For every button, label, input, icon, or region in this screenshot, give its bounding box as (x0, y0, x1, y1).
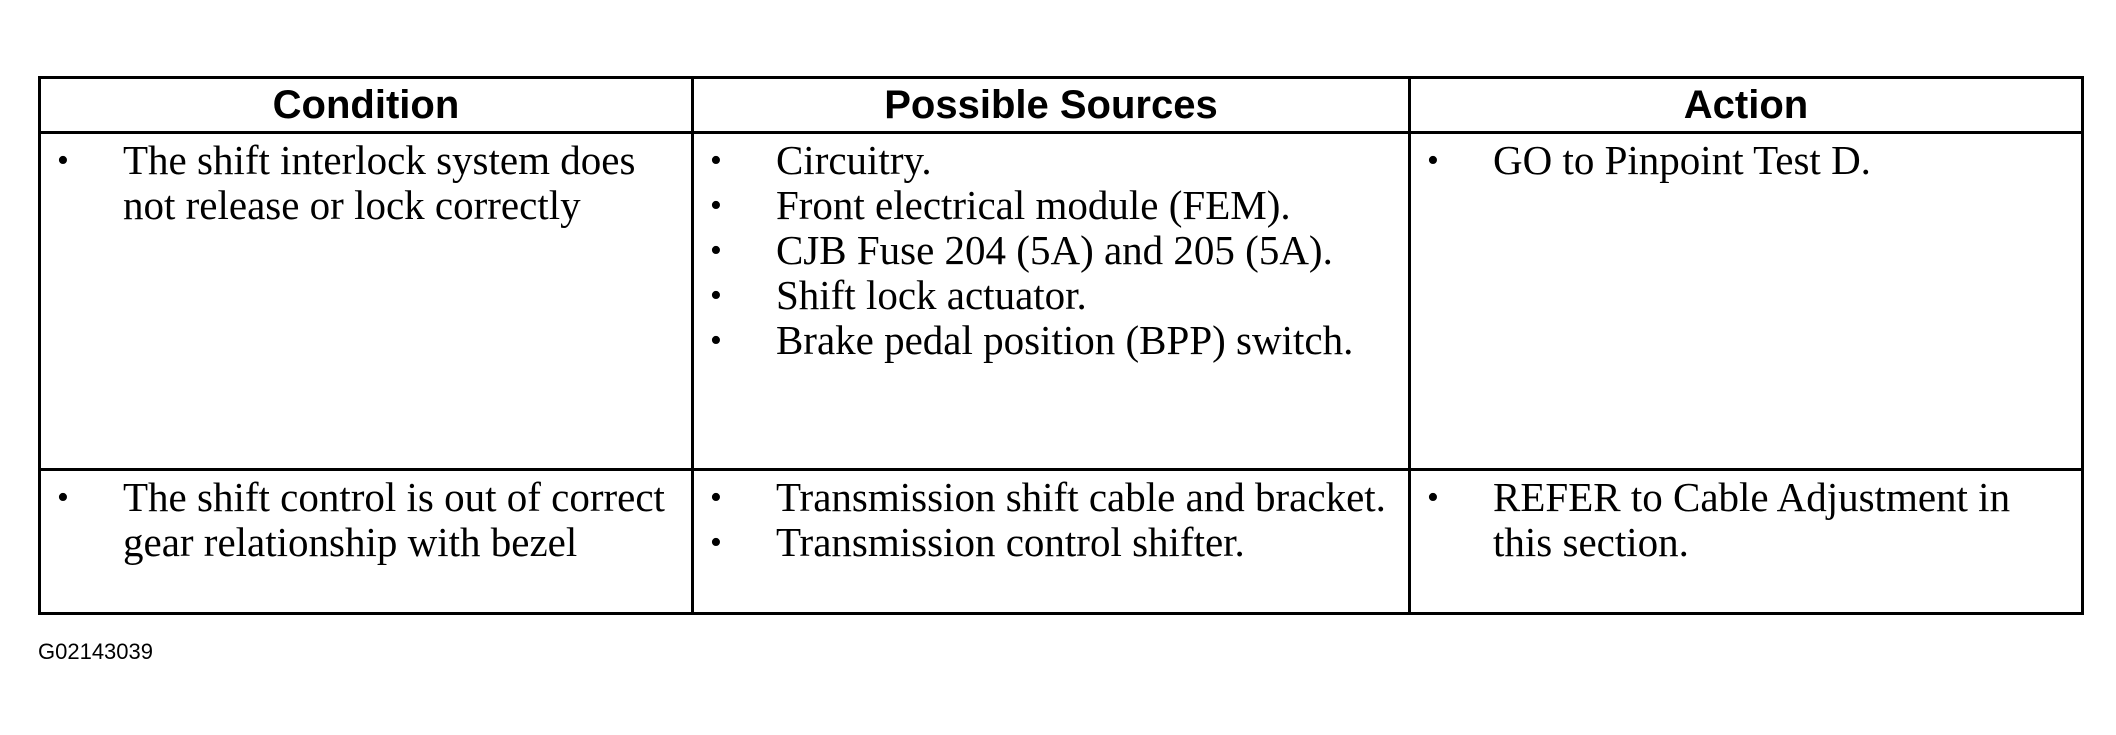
list-item (708, 273, 1398, 318)
bullet-icon: • (709, 322, 722, 359)
header-condition: Condition (40, 78, 693, 133)
sources-cell (692, 470, 1409, 614)
bullet-icon: • (709, 277, 722, 314)
list-item (55, 138, 681, 228)
bullet-icon: • (709, 479, 722, 516)
list-item (55, 475, 681, 565)
action-text: REFER to Cable Adjustment in this section. (1493, 474, 2011, 565)
bullet-icon: • (57, 142, 69, 179)
list-item (1425, 475, 2071, 565)
source-text: Circuitry. (775, 137, 932, 183)
list-item (1425, 138, 2071, 183)
bullet-icon: • (709, 524, 722, 561)
sources-list (708, 475, 1398, 565)
source-text: Transmission control shifter. (775, 519, 1245, 565)
condition-cell (40, 470, 693, 614)
source-text: Shift lock actuator. (775, 272, 1087, 318)
condition-text: The shift control is out of correct gear relationship with bezel (123, 474, 665, 565)
diagnostic-table (38, 76, 2084, 615)
condition-list (55, 138, 681, 228)
list-item (708, 228, 1398, 273)
bullet-icon: • (709, 232, 722, 269)
bullet-icon: • (709, 142, 722, 179)
bullet-icon: • (709, 187, 722, 224)
list-item (708, 183, 1398, 228)
source-text: CJB Fuse 204 (5A) and 205 (5A). (775, 227, 1333, 273)
condition-text: The shift interlock system does not release or lock correctly (123, 137, 636, 228)
condition-cell (40, 133, 693, 470)
header-possible-sources: Possible Sources (692, 78, 1409, 133)
list-item (708, 520, 1398, 565)
list-item (708, 138, 1398, 183)
action-cell (1410, 470, 2083, 614)
header-row (40, 78, 2083, 133)
sources-cell (692, 133, 1409, 470)
condition-list (55, 475, 681, 565)
list-item (708, 318, 1398, 363)
source-text: Transmission shift cable and bracket. (775, 474, 1386, 520)
bullet-icon: • (1427, 142, 1439, 179)
source-text: Front electrical module (FEM). (775, 182, 1291, 228)
table-row (40, 133, 2083, 470)
list-item (708, 475, 1398, 520)
source-text: Brake pedal position (BPP) switch. (775, 317, 1354, 363)
sources-list (708, 138, 1398, 363)
bullet-icon: • (1427, 479, 1439, 516)
action-list (1425, 138, 2071, 183)
action-list (1425, 475, 2071, 565)
action-cell (1410, 133, 2083, 470)
table-row (40, 470, 2083, 614)
header-action: Action (1410, 78, 2083, 133)
figure-id: G02143039 (38, 639, 153, 664)
bullet-icon: • (57, 479, 69, 516)
action-text: GO to Pinpoint Test D. (1493, 137, 1871, 183)
